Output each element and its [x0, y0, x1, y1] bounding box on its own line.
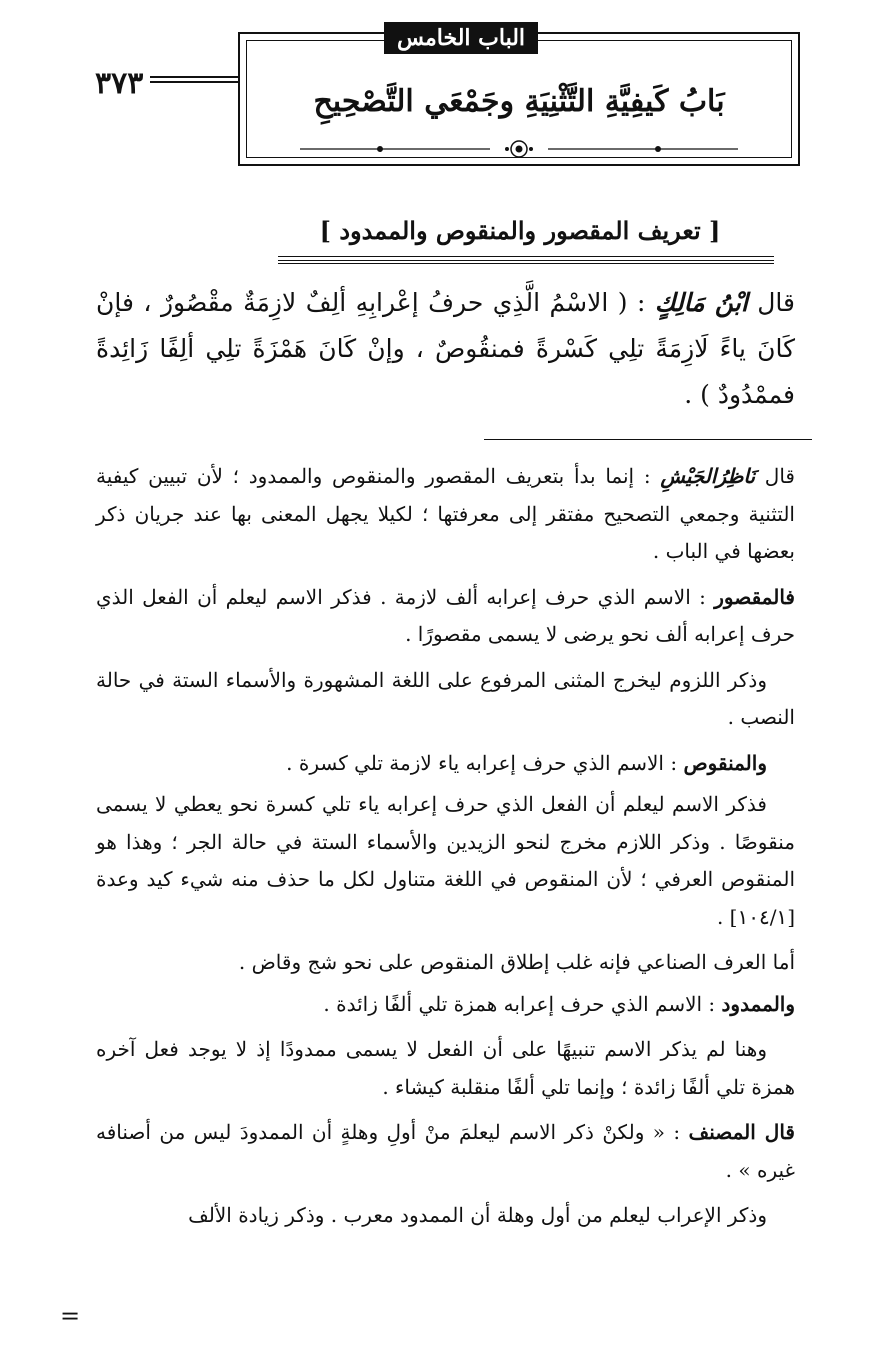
matn-quote — [96, 280, 795, 418]
commentary-paragraph — [96, 1114, 795, 1189]
continuation-mark: = — [60, 1302, 81, 1330]
commentary-intro: قال — [755, 464, 795, 488]
commentary-paragraph: فذكر الاسم ليعلم أن الفعل الذي حرف إعرابه ياء تلي كسرة نحو يعطي لا يسمى منقوصًا . وذكر اللازم مخرج لنحو الزيدين والأسماء الستة في حالة الجر ؛ وهذا هو المنقوص العرفي ؛ لأن المنقوص في اللغة متناول لكل ما حذف منه شيء كيد وعدة [١٠٤/١] . — [96, 792, 795, 929]
term-mamdud: والممدود — [721, 991, 795, 1016]
commentary — [96, 458, 795, 1243]
page-number: ٣٧٣ — [95, 66, 144, 101]
commentary-text: : إنما بدأ بتعريف المقصور والمنقوص والممدود ؛ لأن تبيين كيفية التثنية وجمعي التصحيح مفتقر إلى معرفتها ؛ لكيلا يجهل المعنى بها عند جريان ذكر بعضها في الباب . — [96, 464, 795, 563]
commentary-paragraph: أما العرف الصناعي فإنه غلب إطلاق المنقوص على نحو شج وقاض . — [238, 950, 795, 974]
ornament-divider — [300, 140, 738, 158]
commentary-text: : « ولكنْ ذكر الاسم ليعلمَ منْ أولِ وهلةٍ أن الممدودَ ليس من أصنافه غيره » . — [96, 1120, 795, 1182]
page-number-rule — [150, 76, 238, 83]
footnote-separator — [484, 439, 812, 440]
commentary-paragraph — [96, 745, 795, 783]
quote-text: : ( الاسْمُ الَّذِي حرفُ إعْرابِهِ ألِفٌ لازِمَةٌ مقْصُورٌ ، فإنْ كَانَ ياءً لَازِمَةً تلِي كَسْرةً فمنقُوصٌ ، وإنْ كَانَ هَمْزَةً تلِي ألِفًا زَائِدةً فممْدُودٌ ) . — [96, 288, 795, 409]
commentary-paragraph — [96, 579, 795, 654]
chapter-title: بَابُ كَيفِيَّةِ التَّثْنِيَةِ وجَمْعَي التَّصْحِيحِ — [313, 84, 725, 119]
commentary-paragraph: وذكر اللزوم ليخرج المثنى المرفوع على اللغة المشهورة والأسماء الستة في حالة النصب . — [96, 667, 795, 729]
term-musannif: قال المصنف — [688, 1120, 795, 1144]
commentary-text: : الاسم الذي حرف إعرابه همزة تلي ألفًا زائدة . — [323, 991, 722, 1016]
commentary-paragraph: وهنا لم يذكر الاسم تنبيهًا على أن الفعل لا يسمى ممدودًا إذ لا يوجد فعل آخره همزة تلي ألفًا زائدة ؛ وإنما تلي ألفًا منقلبة كيشاء . — [96, 1037, 795, 1099]
commentary-text: : الاسم الذي حرف إعرابه ياء لازمة تلي كسرة . — [286, 750, 684, 775]
commentary-author: نَاظِرُالجَيْشِ — [660, 464, 756, 488]
quote-author: ابْنُ مَالِكٍ — [654, 288, 748, 317]
commentary-paragraph: وذكر الإعراب ليعلم من أول وهلة أن الممدود معرب . وذكر زيادة الألف — [188, 1203, 767, 1227]
commentary-text: : الاسم الذي حرف إعرابه ألف لازمة . فذكر الاسم ليعلم أن الفعل الذي حرف إعرابه ألف نحو يرضى لا يسمى مقصورًا . — [96, 584, 795, 646]
section-heading: [ تعريف المقصور والمنقوص والممدود ] — [319, 216, 721, 245]
commentary-paragraph — [96, 986, 795, 1024]
term-manqus: والمنقوص — [683, 750, 767, 775]
chapter-label: الباب الخامس — [384, 22, 538, 54]
quote-intro: قال — [747, 288, 795, 317]
term-maqsur: فالمقصور — [714, 584, 795, 609]
commentary-paragraph — [96, 458, 795, 571]
heading-underline — [278, 256, 774, 270]
